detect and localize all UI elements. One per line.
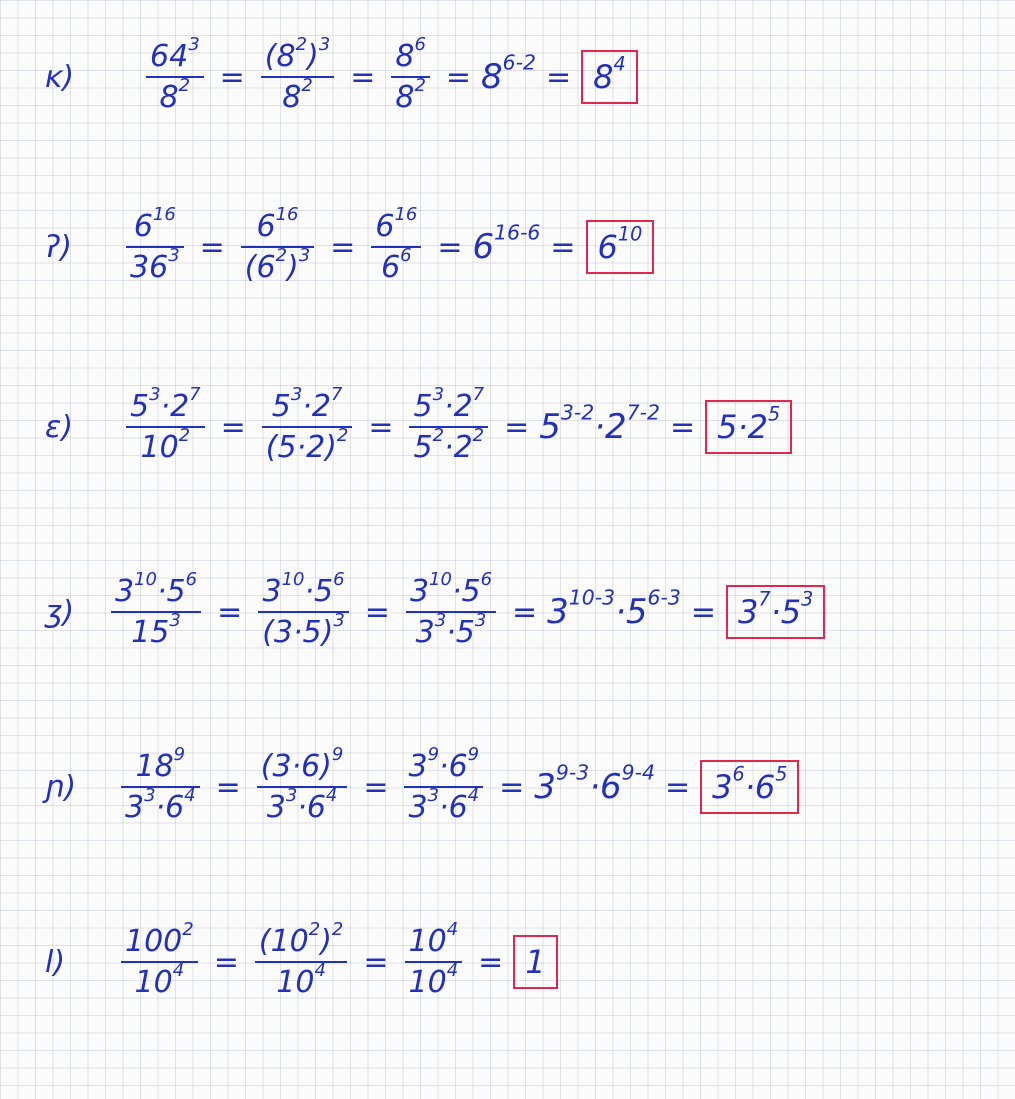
answer-box: $6^{10}$ [586, 220, 655, 274]
fraction: $\frac{5^3\cdot 2^7}{5^2\cdot 2^2}$ [409, 390, 488, 464]
problem-row-6 [0, 915, 1015, 1025]
equals-sign: = [545, 59, 572, 95]
equals-sign: = [363, 944, 389, 980]
answer-box: $5\cdot 2^5$ [705, 400, 792, 454]
problem-label: ĸ) [45, 60, 75, 95]
answer-box: 1 [513, 935, 557, 989]
power-expression: $5^{3-2}\cdot 2^{7-2}$ [539, 400, 660, 447]
equals-sign: = [199, 229, 225, 265]
power-expression: 6$^{16-6}$ [472, 220, 541, 267]
power-expression: 8$^{6-2}$ [481, 50, 536, 97]
fraction: $\frac{64^3}{8^2}$ [146, 40, 204, 114]
fraction: $\frac{3^{10}\cdot 5^6}{15^3}$ [111, 575, 201, 649]
equals-sign: = [330, 229, 356, 265]
equals-sign: = [364, 594, 390, 630]
fraction: $\frac{5^3\cdot 2^7}{10^2}$ [126, 390, 205, 464]
equals-sign: = [368, 409, 394, 445]
fraction: $\frac{5^3\cdot 2^7}{(5\cdot 2)^2}$ [262, 390, 353, 464]
fraction: $\frac{3^{10}\cdot 5^6}{3^3\cdot 5^3}$ [406, 575, 496, 649]
equals-sign: = [478, 944, 504, 980]
equals-sign: = [550, 229, 576, 265]
problem-row-4 [0, 565, 1015, 675]
equals-sign: = [504, 409, 530, 445]
fraction: $\frac{(10^2)^2}{10^4}$ [255, 925, 348, 999]
fraction: $\frac{10^4}{10^4}$ [405, 925, 463, 999]
fraction: $\frac{6^{16}}{(6^2)^3}$ [241, 210, 314, 284]
equals-sign: = [363, 769, 389, 805]
fraction: $\frac{3^9\cdot 6^9}{3^3\cdot 6^4}$ [404, 750, 483, 824]
problem-row-3 [0, 380, 1015, 490]
equals-sign: = [215, 769, 241, 805]
fraction: $\frac{3^{10}\cdot 5^6}{(3\cdot 5)^3}$ [258, 575, 349, 649]
equals-sign: = [445, 59, 472, 95]
equals-sign: = [690, 594, 716, 630]
answer-box: $3^6\cdot 6^5$ [700, 760, 799, 814]
power-expression: $3^{10-3}\cdot 5^{6-3}$ [547, 585, 681, 632]
fraction: $\frac{6^{16}}{6^6}$ [371, 210, 421, 284]
problem-row-1 [0, 30, 1015, 140]
equals-sign: = [664, 769, 691, 805]
equals-sign: = [220, 409, 246, 445]
equals-sign: = [669, 409, 696, 445]
fraction: $\frac{6^{16}}{36^3}$ [126, 210, 184, 284]
fraction: $\frac{18^9}{3^3\cdot 6^4}$ [121, 750, 200, 824]
equals-sign: = [437, 229, 463, 265]
problem-row-2 [0, 200, 1015, 310]
equals-sign: = [219, 59, 245, 95]
problem-label: ʒ) [45, 595, 75, 630]
answer-box: $8^4$ [581, 50, 638, 104]
fraction: $\frac{100^2}{10^4}$ [121, 925, 198, 999]
problem-label: ʔ) [45, 230, 73, 265]
equals-sign: = [512, 594, 538, 630]
equals-sign: = [499, 769, 525, 805]
problem-row-5 [0, 740, 1015, 850]
equals-sign: = [350, 59, 376, 95]
fraction: $\frac{8^6}{8^2}$ [391, 40, 430, 114]
fraction: $\frac{(8^2)^3}{8^2}$ [261, 40, 334, 114]
problem-label: ɲ) [45, 770, 77, 805]
fraction: $\frac{(3\cdot 6)^9}{3^3\cdot 6^4}$ [257, 750, 348, 824]
problem-label: ɛ) [45, 410, 74, 445]
answer-box: $3^7\cdot 5^3$ [726, 585, 825, 639]
problem-label: l) [45, 945, 66, 980]
power-expression: $3^{9-3}\cdot 6^{9-4}$ [534, 760, 655, 807]
equals-sign: = [217, 594, 243, 630]
equals-sign: = [213, 944, 239, 980]
